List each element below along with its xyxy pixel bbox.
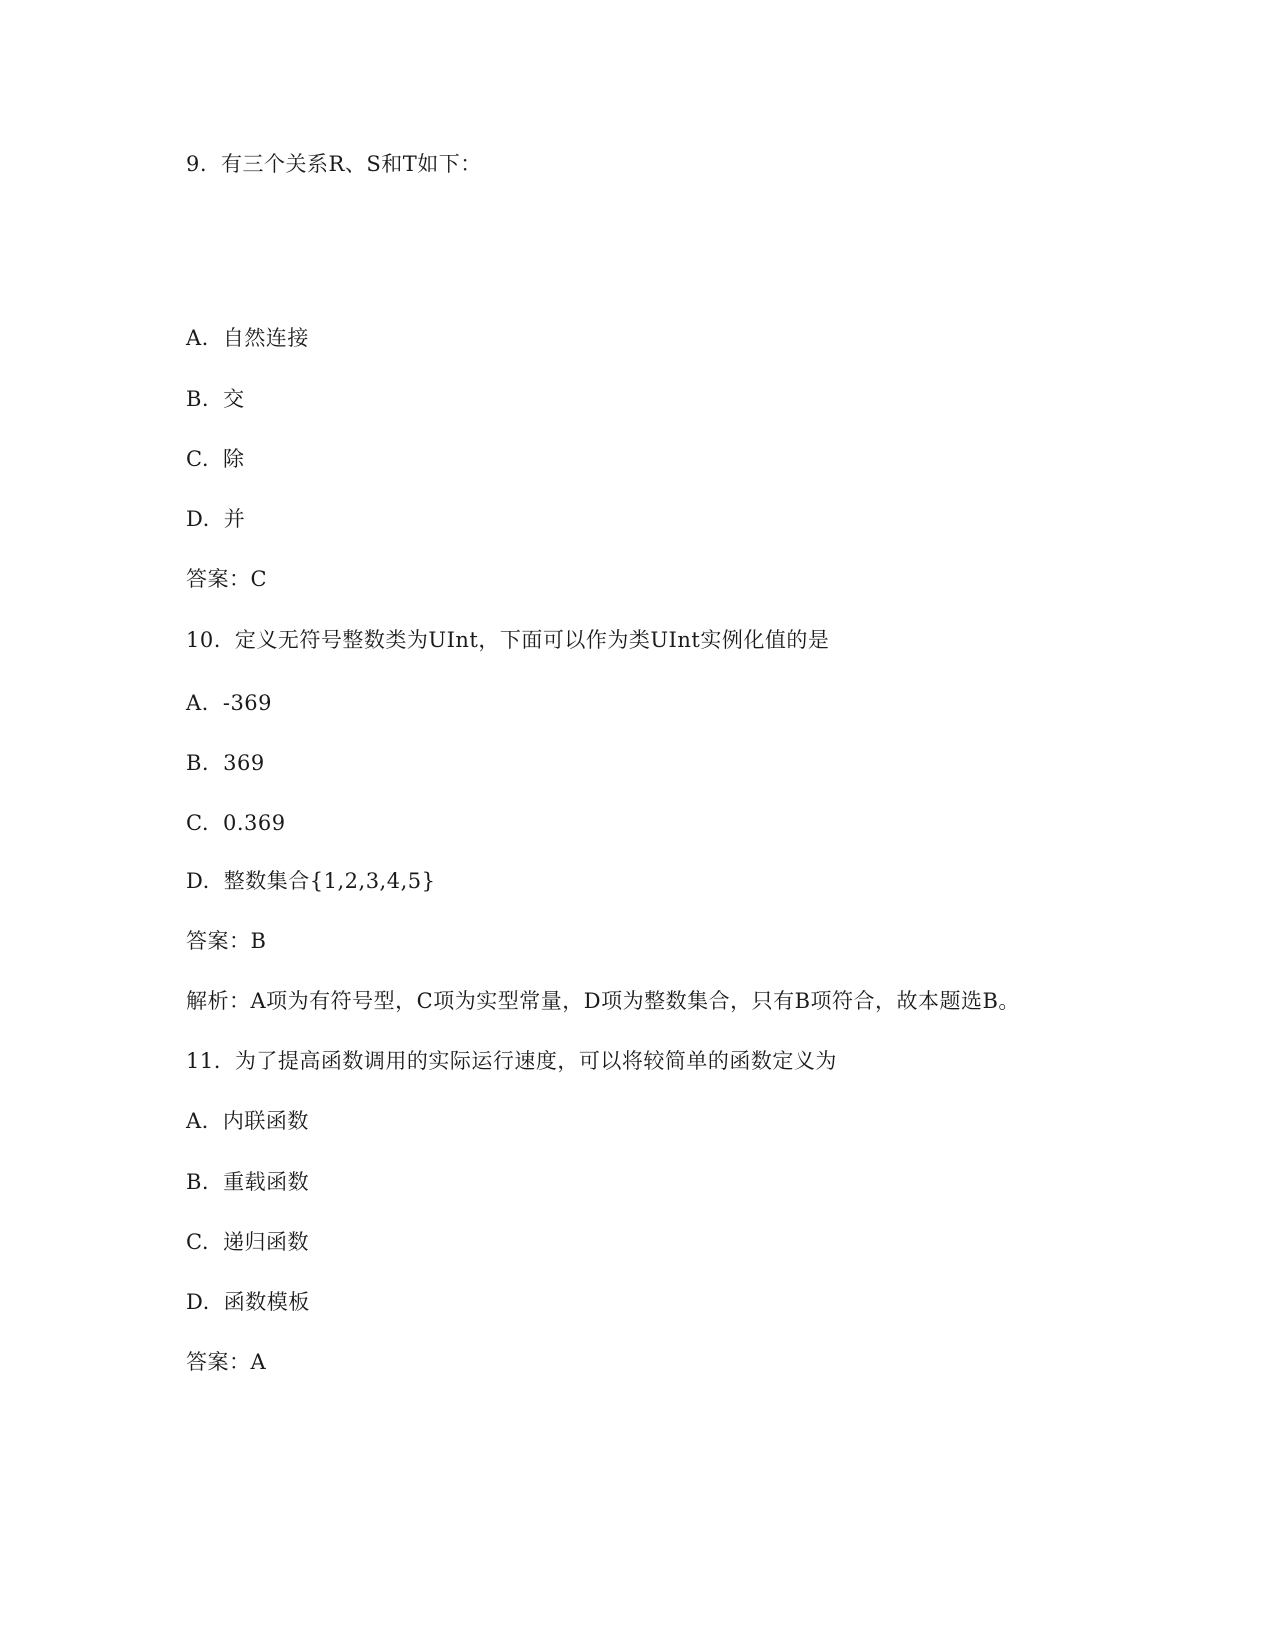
question-10-analysis: 解析：A项为有符号型，C项为实型常量，D项为整数集合，只有B项符合，故本题选B。 <box>186 989 1020 1013</box>
option-letter: B. <box>186 387 210 411</box>
option-letter: A. <box>186 1109 209 1133</box>
question-9-option-a <box>186 324 309 352</box>
option-letter: C. <box>186 811 209 835</box>
question-10-option-b <box>186 749 265 777</box>
option-letter: D. <box>186 1290 210 1314</box>
question-10-stem <box>186 626 829 654</box>
question-10-option-a <box>186 689 272 717</box>
question-9-option-c <box>186 445 245 473</box>
question-9-answer: 答案：C <box>186 567 268 591</box>
option-text: 递归函数 <box>223 1230 309 1254</box>
option-text: 交 <box>223 387 245 411</box>
question-11-option-b <box>186 1168 309 1196</box>
option-text: 函数模板 <box>223 1290 310 1314</box>
option-letter: D. <box>186 869 210 893</box>
question-9-stem <box>186 150 482 178</box>
question-11-option-c <box>186 1228 309 1256</box>
question-9-option-d <box>186 505 245 533</box>
option-text: 并 <box>223 507 246 531</box>
option-text: -369 <box>222 691 273 715</box>
option-text: 0.369 <box>223 811 286 835</box>
question-9-option-b <box>186 385 245 413</box>
question-text: 有三个关系R、S和T如下： <box>221 152 482 176</box>
question-number: 10. <box>186 628 221 652</box>
question-number: 11. <box>186 1049 221 1073</box>
option-letter: B. <box>186 1170 210 1194</box>
question-11-stem <box>186 1047 837 1075</box>
option-letter: A. <box>186 326 209 350</box>
option-text: 重载函数 <box>223 1170 310 1194</box>
option-letter: B. <box>186 751 210 775</box>
question-text: 定义无符号整数类为UInt，下面可以作为类UInt实例化值的是 <box>234 628 830 652</box>
option-text: 自然连接 <box>222 326 309 350</box>
option-text: 内联函数 <box>222 1109 309 1133</box>
option-text: 369 <box>223 751 265 775</box>
option-text: 整数集合{1,2,3,4,5} <box>223 869 436 893</box>
question-10-answer: 答案：B <box>186 929 267 953</box>
question-11-option-d <box>186 1288 310 1316</box>
question-10-option-d <box>186 867 436 895</box>
question-number: 9. <box>186 152 208 176</box>
option-letter: C. <box>186 447 209 471</box>
question-10-option-c <box>186 809 286 837</box>
option-letter: D. <box>186 507 210 531</box>
question-text: 为了提高函数调用的实际运行速度，可以将较简单的函数定义为 <box>234 1049 837 1073</box>
question-11-option-a <box>186 1107 309 1135</box>
option-text: 除 <box>223 447 245 471</box>
option-letter: C. <box>186 1230 209 1254</box>
question-11-answer: 答案：A <box>186 1350 267 1374</box>
option-letter: A. <box>186 691 209 715</box>
